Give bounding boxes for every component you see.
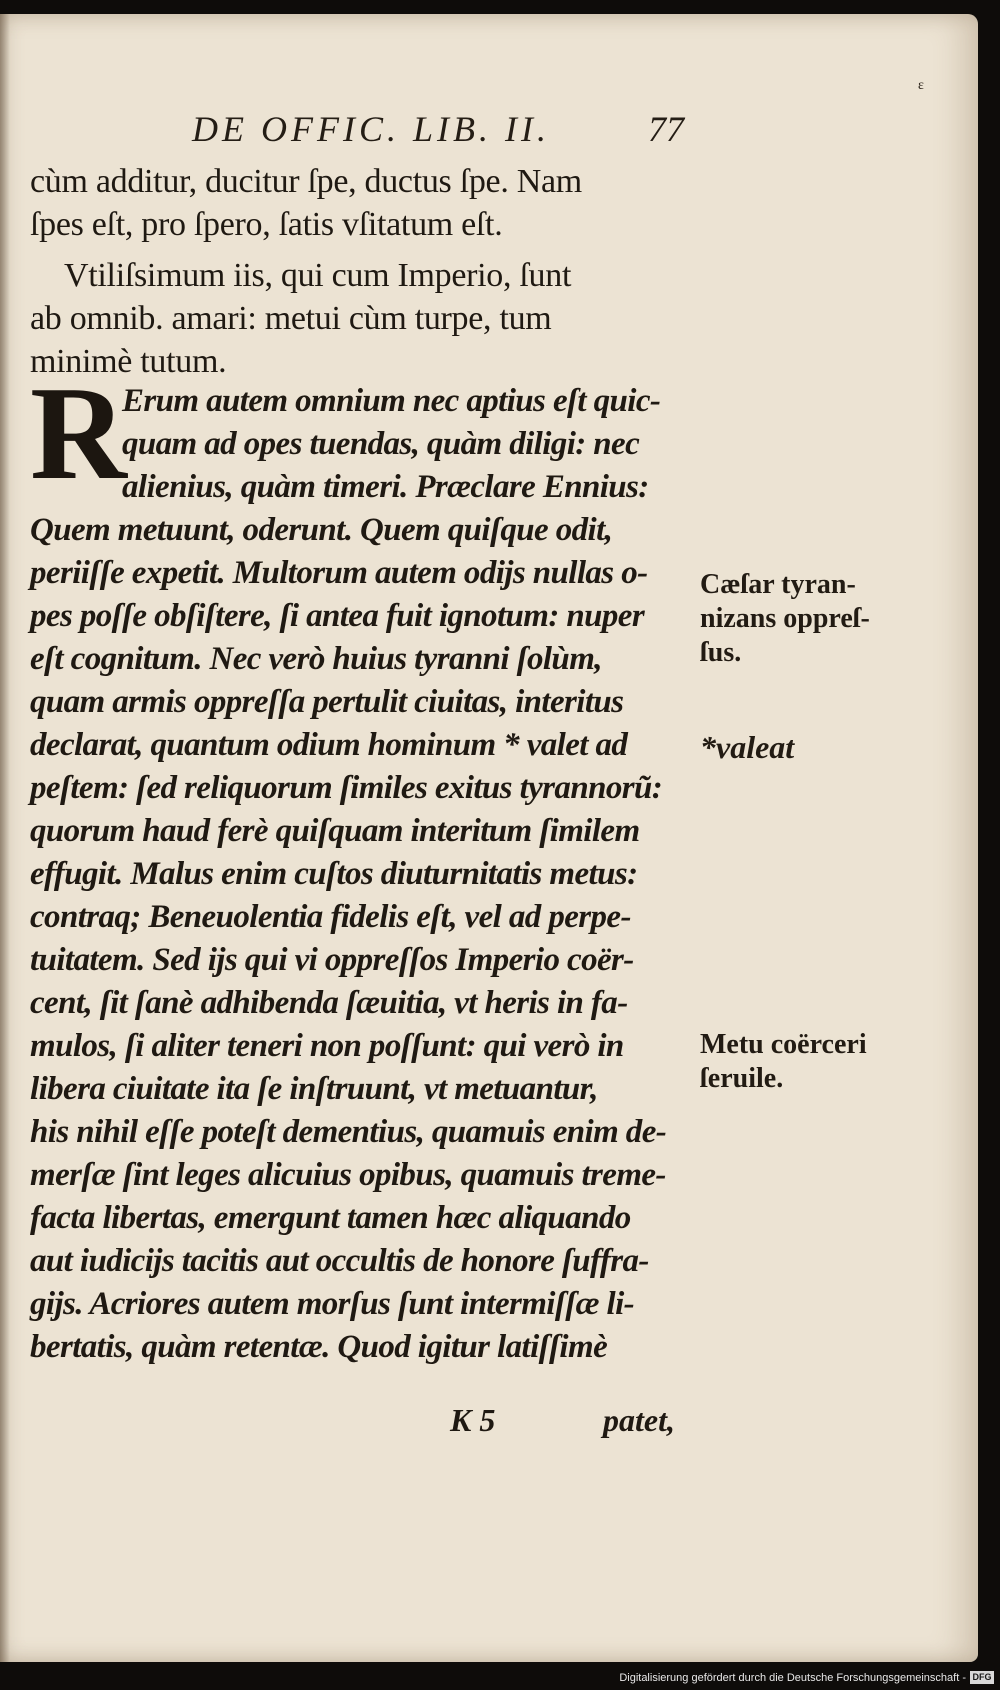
margin-note-metu <box>700 1028 940 1096</box>
text-line: cùm additur, ducitur ſpe, ductus ſpe. Nam <box>30 163 582 200</box>
margin-note-caesar <box>700 568 940 670</box>
note-line: *valeat <box>700 729 795 765</box>
text-line: quam armis oppreſſa pertulit ciuitas, interitus <box>30 684 624 720</box>
text-line: libera ciuitate ita ſe inſtruunt, vt metuantur, <box>30 1071 598 1107</box>
text-line: tuitatem. Sed ijs qui vi oppreſſos Imperio coër- <box>30 942 634 978</box>
text-line: declarat, quantum odium hominum * valet ad <box>30 727 628 763</box>
text-line: alienius, quàm timeri. Præclare Ennius: <box>122 469 649 505</box>
text-line: his nihil eſſe poteſt dementius, quamuis enim de- <box>30 1114 667 1150</box>
signature-mark: K 5 <box>450 1402 496 1438</box>
text-line: effugit. Malus enim cuſtos diuturnitatis metus: <box>30 856 638 892</box>
text-line: aut iudicijs tacitis aut occultis de honore ſuffra- <box>30 1243 649 1279</box>
upright-paragraph <box>30 160 690 383</box>
page-header <box>192 108 692 154</box>
text-line: pes poſſe obſiſtere, ſi antea fuit ignotum: nuper <box>30 598 645 634</box>
page-number: 77 <box>648 109 684 149</box>
note-line: Metu coërceri <box>700 1029 867 1060</box>
note-line: Cæſar tyran- <box>700 569 856 600</box>
text-line: gijs. Acriores autem morſus ſunt intermiſſæ li- <box>30 1286 635 1322</box>
note-line: nizans oppreſ- <box>700 603 870 634</box>
text-line: periiſſe expetit. Multorum autem odijs nullas o- <box>30 555 648 591</box>
text-line: merſæ ſint leges alicuius opibus, quamuis treme- <box>30 1157 666 1193</box>
margin-note-valeat <box>700 730 940 764</box>
text-line: ab omnib. amari: metui cùm turpe, tum <box>30 300 552 337</box>
text-line: cent, ſit ſanè adhibenda ſæuitia, vt heris in fa- <box>30 985 628 1021</box>
binding-shadow <box>0 14 10 1662</box>
text-line: eſt cognitum. Nec verò huius tyranni ſolùm, <box>30 641 602 677</box>
note-line: ſeruile. <box>700 1063 784 1094</box>
text-line: minimè tutum. <box>30 343 227 380</box>
text-line: contraq; Beneuolentia fidelis eſt, vel ad perpe- <box>30 899 631 935</box>
dfg-logo: DFG <box>970 1671 994 1684</box>
text-line: Erum autem omnium nec aptius eſt quic- <box>122 383 661 419</box>
text-line: quam ad opes tuendas, quàm diligi: nec <box>122 426 640 462</box>
digitization-credit: Digitalisierung gefördert durch die Deutsche Forschungsgemeinschaft - <box>619 1672 966 1684</box>
running-title: DE OFFIC. LIB. II. <box>192 109 550 149</box>
text-line: Quem metuunt, oderunt. Quem quiſque odit, <box>30 512 613 548</box>
note-line: ſus. <box>700 637 742 668</box>
edge-mark: ɛ <box>918 78 924 93</box>
text-line: ſpes eſt, pro ſpero, ſatis vſitatum eſt. <box>30 206 503 243</box>
catchword: patet, <box>603 1402 675 1438</box>
text-line: mulos, ſi aliter teneri non poſſunt: qui verò in <box>30 1028 624 1064</box>
text-line: Vtiliſsimum iis, qui cum Imperio, ſunt <box>64 257 572 294</box>
drop-capital: R <box>30 359 127 507</box>
text-line: quorum haud ferè quiſquam interitum ſimilem <box>30 813 640 849</box>
text-line: peſtem: ſed reliquorum ſimiles exitus tyrannorũ: <box>30 770 663 806</box>
text-line: facta libertas, emergunt tamen hæc aliquando <box>30 1200 631 1236</box>
text-line: bertatis, quàm retentæ. Quod igitur latiſſimè <box>30 1329 608 1365</box>
